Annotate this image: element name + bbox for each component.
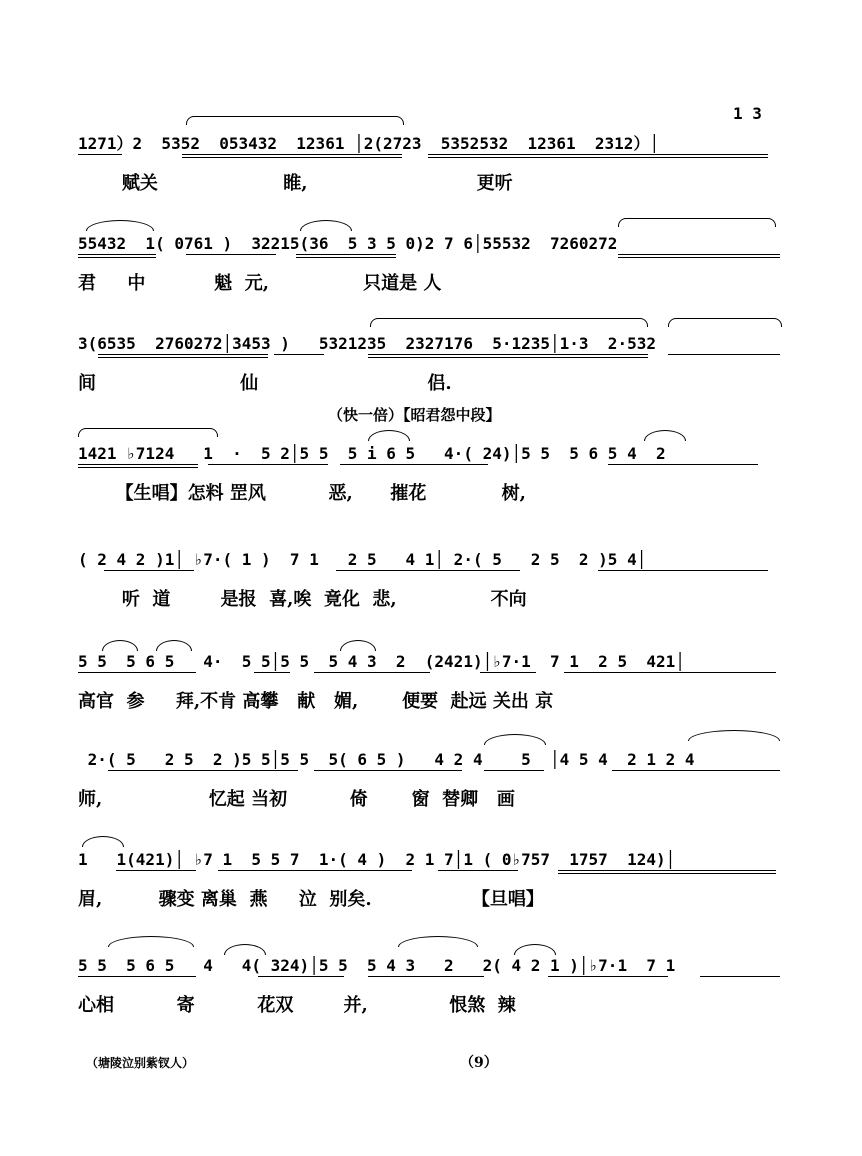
underline xyxy=(608,464,758,465)
lyric-line: 君 中 魁 元, 只道是 人 xyxy=(78,273,442,294)
slur xyxy=(398,936,478,947)
underline xyxy=(618,257,780,258)
underline xyxy=(668,354,780,355)
score-system-9 xyxy=(78,946,784,1026)
underline xyxy=(438,870,518,871)
underline xyxy=(368,354,648,355)
underline xyxy=(296,254,396,255)
lyric-line: 间 仙 侣. xyxy=(78,373,452,394)
underline xyxy=(78,672,196,673)
underline xyxy=(484,770,544,771)
underline xyxy=(314,672,430,673)
slur xyxy=(186,116,404,125)
slur xyxy=(644,430,686,441)
underline xyxy=(218,870,412,871)
slur xyxy=(688,730,780,741)
lyric-line: 高官 参 拜,不肯 高攀 献 媚, 便要 赴远 关出 京 xyxy=(78,691,554,712)
notation-line: 5 5 5 6 5 4· 5 5│5 5 5 4 3 2 (2421)│♭7·1 7 1 2 5 421│ xyxy=(78,652,685,671)
underline xyxy=(98,354,268,355)
underline xyxy=(186,254,276,255)
page-number: （9） xyxy=(460,1055,498,1071)
slur xyxy=(86,220,154,231)
underline xyxy=(208,464,328,465)
underline xyxy=(598,570,768,571)
section-title: （快一倍）【昭君怨中段】 xyxy=(328,406,501,424)
notation-line: 2·( 5 2 5 2 )5 5│5 5 5( 6 5 ) 4 2 4 5 │4 5 4 2 1 2 4 xyxy=(78,750,695,769)
underline xyxy=(78,254,156,255)
top-mark: 1 3 xyxy=(733,104,762,123)
slur xyxy=(108,936,194,947)
score-system-7 xyxy=(78,740,784,820)
underline xyxy=(612,770,780,771)
lyric-line: 师, 忆起 当初 倚 窗 替卿 画 xyxy=(78,789,515,810)
lyric-line: 【生唱】怎料 罡风 恶, 摧花 树, xyxy=(78,483,526,504)
underline xyxy=(104,570,194,571)
underline xyxy=(78,467,198,468)
slur xyxy=(368,430,410,441)
underline xyxy=(480,672,536,673)
underline xyxy=(340,464,488,465)
notation-line: ( 2 4 2 )1│ ♭7·( 1 ) 7 1 2 5 4 1│ 2·( 5 2 5 2 )5 4│ xyxy=(78,550,647,569)
slur xyxy=(300,220,352,231)
score-system-4 xyxy=(78,434,784,514)
underline xyxy=(564,672,776,673)
underline xyxy=(314,770,462,771)
underline xyxy=(274,354,324,355)
notation-line: 1271）2 5352 053432 12361 │2(2723 5352532 12361 2312）│ xyxy=(78,134,660,153)
score-system-8 xyxy=(78,840,784,920)
notation-line: 1421 ♭7124 1 · 5 2│5 5 5 i 6 5 4·( 24)│5 5 5 6 5 4 2 xyxy=(78,444,666,463)
score-system-6 xyxy=(78,642,784,722)
underline xyxy=(254,672,290,673)
underline xyxy=(258,976,344,977)
lyric-line: 眉, 骤变 离巢 燕 泣 别矣. 【旦唱】 xyxy=(78,889,544,910)
underline xyxy=(336,570,520,571)
underline xyxy=(428,157,768,158)
score-system-5 xyxy=(78,540,784,620)
underline xyxy=(78,976,196,977)
underline xyxy=(548,976,668,977)
score-system-3 xyxy=(78,324,784,404)
score-system-2 xyxy=(78,224,784,304)
underline xyxy=(296,257,396,258)
lyric-line: 心相 寄 花双 并, 恨煞 辣 xyxy=(78,995,516,1016)
underline xyxy=(428,154,768,155)
slur xyxy=(484,734,546,745)
underline xyxy=(116,870,196,871)
underline xyxy=(368,357,648,358)
notation-line: 5 5 5 6 5 4 4( 324)│5 5 5 4 3 2 2( 4 2 1 )│♭7·1 7 1 xyxy=(78,956,676,975)
slur xyxy=(668,318,782,327)
score-system-1 xyxy=(78,124,784,204)
underline xyxy=(182,154,402,155)
underline xyxy=(558,870,776,871)
slur xyxy=(370,318,648,327)
lyric-line: 听 道 是报 喜,唉 竟化 悲, 不向 xyxy=(78,589,527,610)
underline xyxy=(558,873,776,874)
underline xyxy=(368,976,484,977)
underline xyxy=(182,157,402,158)
notation-line: 3(6535 2760272│3453 ) 5321235 2327176 5·1235│1·3 2·532 xyxy=(78,334,656,353)
notation-line: 55432 1( 0761 ) 32215(36 5 3 5 0)2 7 6│55532 7260272 xyxy=(78,234,618,253)
underline xyxy=(78,154,122,155)
slur xyxy=(78,428,218,437)
underline xyxy=(78,464,198,465)
underline xyxy=(98,357,268,358)
underline xyxy=(700,976,780,977)
underline xyxy=(78,257,156,258)
underline xyxy=(618,254,780,255)
notation-line: 1 1(421)│ ♭7 1 5 5 7 1·( 4 ) 2 1 7│1 ( 0♭757 1757 124)│ xyxy=(78,850,676,869)
slur xyxy=(82,836,124,847)
footer-title: （塘陵泣别紫钗人） xyxy=(86,1056,195,1070)
slur xyxy=(618,218,776,227)
underline xyxy=(108,770,298,771)
lyric-line: 赋关 睢, 更听 xyxy=(78,173,513,194)
